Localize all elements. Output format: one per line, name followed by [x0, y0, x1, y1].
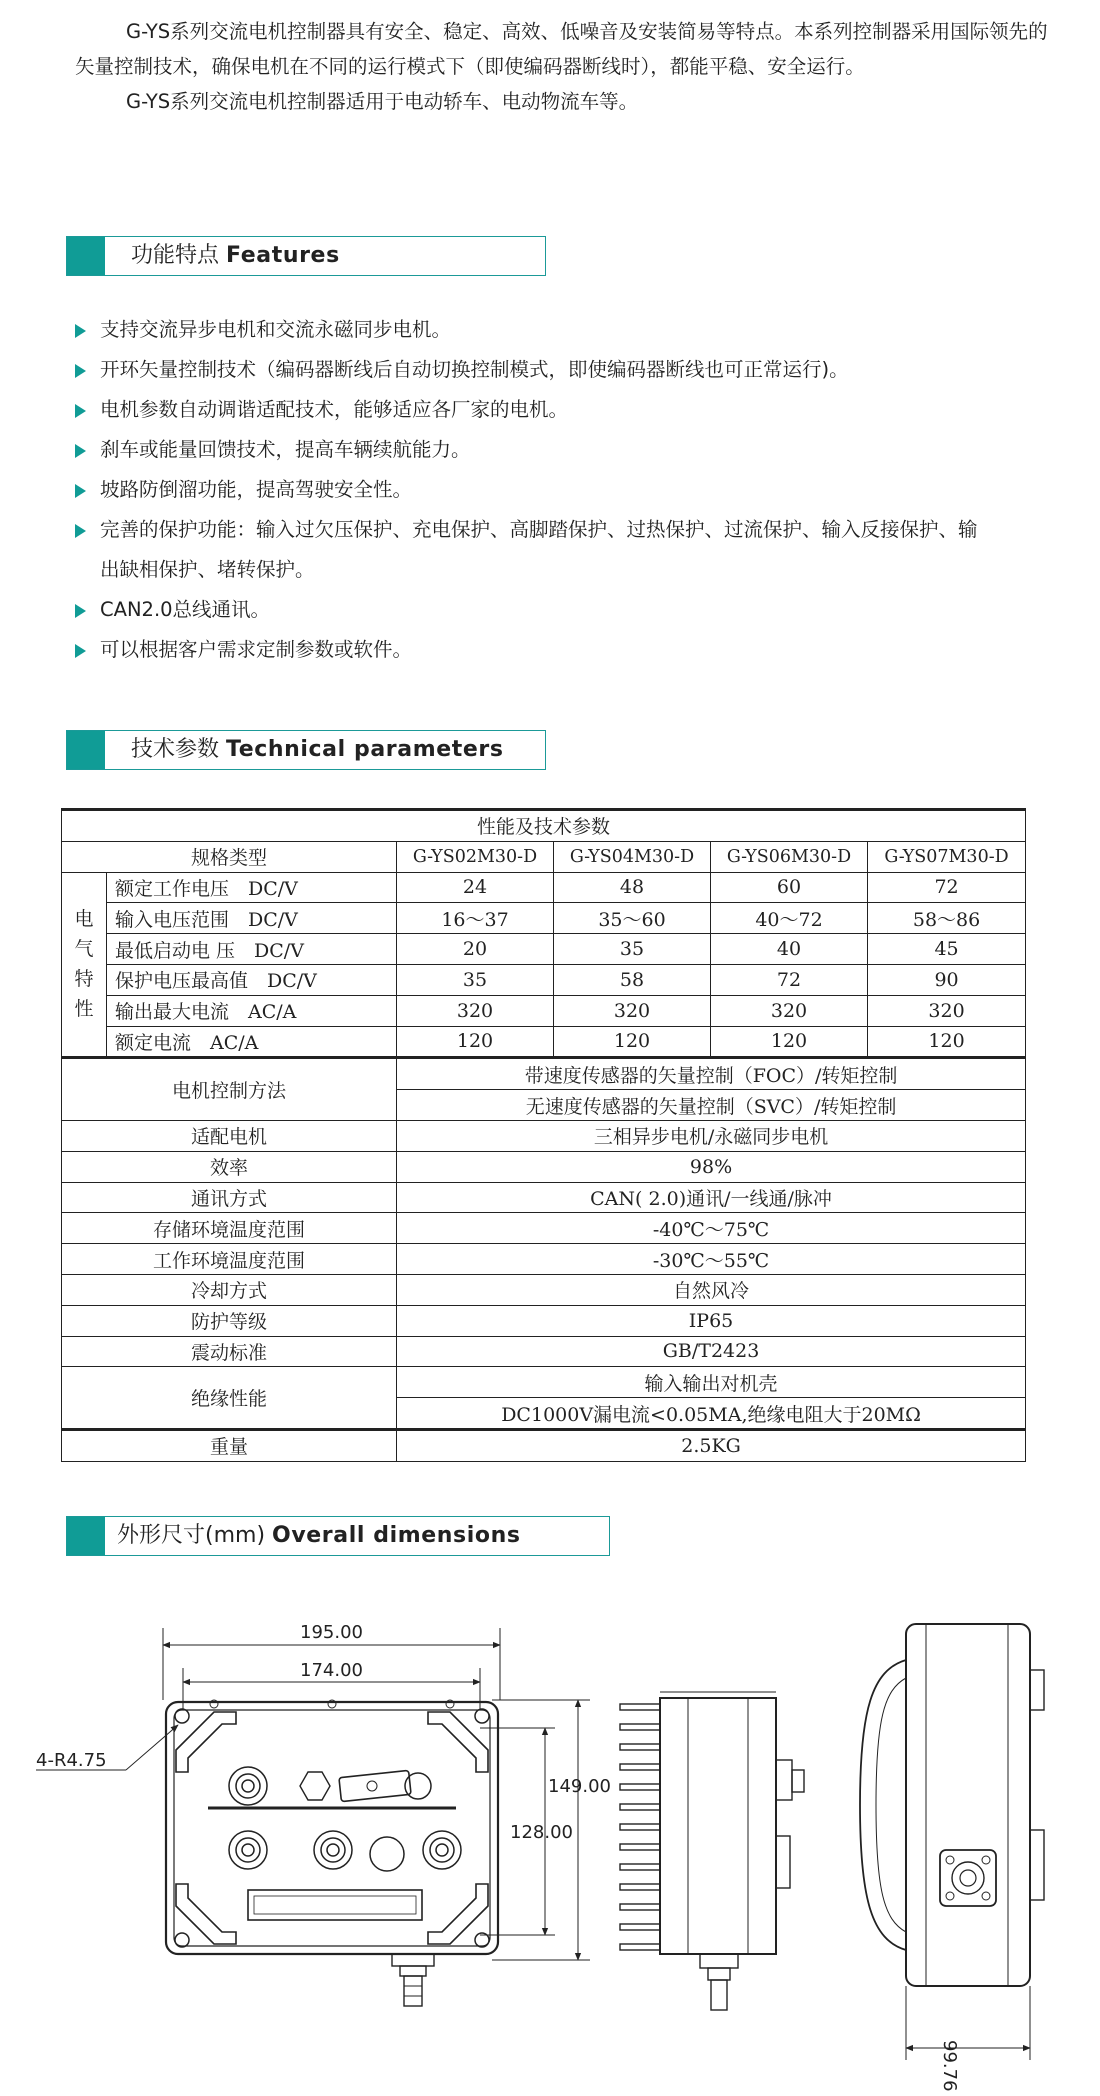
cooling-fins [620, 1704, 660, 1950]
cable-gland [404, 1976, 422, 2006]
param-value: 48 [554, 872, 711, 903]
param-value: 120 [554, 1026, 711, 1058]
feature-item: 完善的保护功能：输入过欠压保护、充电保护、高脚踏保护、过热保护、过流保护、输入反接保护、输出缺相保护、堵转保护。 [72, 510, 980, 590]
header-accent-block [67, 1517, 105, 1555]
param-value: 45 [868, 934, 1026, 965]
features-header-cn: 功能特点 [131, 243, 220, 268]
table-row [62, 1336, 1026, 1367]
control-method-value: 带速度传感器的矢量控制（FOC）/转矩控制 [397, 1058, 1026, 1090]
width-outer-label: 195.00 [300, 1622, 363, 1643]
dims-header-en: Overall dimensions [272, 1523, 521, 1548]
dims-header-title [117, 1517, 521, 1555]
feature-item: CAN2.0总线通讯。 [72, 590, 1052, 630]
end-body [906, 1624, 1030, 1986]
table-row [62, 1367, 1026, 1398]
table-row [62, 1305, 1026, 1336]
feature-item: 支持交流异步电机和交流永磁同步电机。 [72, 310, 1052, 350]
param-value: 三相异步电机/永磁同步电机 [397, 1120, 1026, 1151]
elec-group-label: 电气特性 [62, 872, 107, 1058]
features-header-title [131, 237, 340, 275]
param-value: 90 [868, 964, 1026, 995]
param-value: CAN( 2.0)通讯/一线通/脉冲 [397, 1182, 1026, 1213]
terminal [423, 1831, 461, 1869]
param-label: 工作环境温度范围 [62, 1244, 397, 1275]
param-label: 效率 [62, 1151, 397, 1182]
intro-text [75, 14, 1055, 119]
model-header: G-YS04M30-D [554, 841, 711, 872]
param-value: IP65 [397, 1305, 1026, 1336]
intro-paragraph-1: G-YS系列交流电机控制器具有安全、稳定、高效、低噪音及安装简易等特点。本系列控制器采用国际领先的矢量控制技术，确保电机在不同的运行模式下（即使编码器断线时），都能平稳、安全运行。 [75, 20, 1048, 78]
table-row [62, 1182, 1026, 1213]
intro-paragraph-2: G-YS系列交流电机控制器适用于电动轿车、电动物流车等。 [126, 90, 639, 113]
param-value: 98% [397, 1151, 1026, 1182]
plug [370, 1837, 404, 1871]
dims-header-cn: 外形尺寸(mm) [117, 1523, 266, 1548]
param-label: 输出最大电流 AC/A [107, 995, 397, 1026]
triangle-bullet-icon [75, 444, 86, 458]
param-value: 35 [554, 934, 711, 965]
control-method-label: 电机控制方法 [62, 1058, 397, 1121]
param-value: 58 [554, 964, 711, 995]
table-row [62, 1058, 1026, 1090]
weight-value: 2.5KG [397, 1429, 1026, 1461]
dimension-drawing [0, 1600, 1100, 2096]
insulation-label: 绝缘性能 [62, 1367, 397, 1430]
table-row [62, 964, 1026, 995]
side-view [620, 1692, 804, 2010]
weight-label: 重量 [62, 1429, 397, 1461]
table-row [62, 1213, 1026, 1244]
mount-hole [175, 1709, 189, 1723]
param-value: 72 [868, 872, 1026, 903]
params-header [66, 730, 546, 770]
model-header: G-YS02M30-D [397, 841, 554, 872]
param-label: 防护等级 [62, 1305, 397, 1336]
table-row [62, 903, 1026, 934]
table-row [62, 1026, 1026, 1058]
param-label: 存储环境温度范围 [62, 1213, 397, 1244]
param-label: 额定工作电压 DC/V [107, 872, 397, 903]
front-view [36, 1622, 611, 2006]
housing-outline [166, 1702, 498, 1954]
corner-radius-label: 4-R4.75 [36, 1750, 107, 1771]
param-label: 最低启动电 压 DC/V [107, 934, 397, 965]
param-value: -40℃～75℃ [397, 1213, 1026, 1244]
depth-label: 99.76 [939, 2040, 960, 2092]
triangle-bullet-icon [75, 644, 86, 658]
param-value: 自然风冷 [397, 1274, 1026, 1305]
param-label: 适配电机 [62, 1120, 397, 1151]
params-header-en: Technical parameters [226, 737, 504, 762]
param-value: 16～37 [397, 903, 554, 934]
table-row [62, 810, 1026, 842]
param-value: 35 [397, 964, 554, 995]
param-value: 320 [711, 995, 868, 1026]
features-header [66, 236, 546, 276]
terminal [229, 1831, 267, 1869]
terminal [229, 1767, 267, 1805]
feature-item: 开环矢量控制技术（编码器断线后自动切换控制模式，即使编码器断线也可正常运行)。 [72, 350, 1052, 390]
header-accent-block [67, 731, 105, 769]
dims-header [66, 1516, 610, 1556]
spec-label: 规格类型 [62, 841, 397, 872]
features-header-en: Features [226, 243, 340, 268]
triangle-bullet-icon [75, 404, 86, 418]
features-list [72, 310, 1052, 670]
param-value: 60 [711, 872, 868, 903]
feature-item: 刹车或能量回馈技术，提高车辆续航能力。 [72, 430, 1052, 470]
feature-item: 可以根据客户需求定制参数或软件。 [72, 630, 1052, 670]
header-accent-block [67, 237, 105, 275]
param-label: 额定电流 AC/A [107, 1026, 397, 1058]
table-row [62, 1429, 1026, 1461]
param-value: GB/T2423 [397, 1336, 1026, 1367]
model-header: G-YS07M30-D [868, 841, 1026, 872]
param-value: 320 [868, 995, 1026, 1026]
triangle-bullet-icon [75, 604, 86, 618]
param-value: 20 [397, 934, 554, 965]
param-value: 24 [397, 872, 554, 903]
insulation-value: DC1000V漏电流<0.05MA,绝缘电阻大于20MΩ [397, 1398, 1026, 1430]
param-value: 320 [397, 995, 554, 1026]
table-row [62, 1244, 1026, 1275]
table-row [62, 1151, 1026, 1182]
width-inner-label: 174.00 [300, 1660, 363, 1681]
triangle-bullet-icon [75, 364, 86, 378]
param-label: 保护电压最高值 DC/V [107, 964, 397, 995]
parameters-table [61, 808, 1026, 1462]
param-value: 120 [868, 1026, 1026, 1058]
model-header: G-YS06M30-D [711, 841, 868, 872]
height-outer-label: 149.00 [548, 1776, 611, 1797]
table-row [62, 995, 1026, 1026]
param-label: 通讯方式 [62, 1182, 397, 1213]
fuse-strap [339, 1770, 411, 1801]
height-inner-label: 128.00 [510, 1822, 573, 1843]
param-value: 120 [397, 1026, 554, 1058]
mount-hole [475, 1709, 489, 1723]
param-label: 输入电压范围 DC/V [107, 903, 397, 934]
param-value: 35～60 [554, 903, 711, 934]
param-value: 120 [711, 1026, 868, 1058]
param-value: 40 [711, 934, 868, 965]
terminal [314, 1831, 352, 1869]
control-method-value: 无速度传感器的矢量控制（SVC）/转矩控制 [397, 1090, 1026, 1121]
params-header-title [131, 731, 504, 769]
param-value: -30℃～55℃ [397, 1244, 1026, 1275]
table-row [62, 841, 1026, 872]
triangle-bullet-icon [75, 484, 86, 498]
param-value: 58～86 [868, 903, 1026, 934]
mount-hole [175, 1933, 189, 1947]
table-title: 性能及技术参数 [62, 810, 1026, 842]
end-view [860, 1624, 1044, 2092]
feature-item: 电机参数自动调谐适配技术，能够适应各厂家的电机。 [72, 390, 1052, 430]
label-plate [248, 1890, 422, 1920]
param-value: 72 [711, 964, 868, 995]
param-label: 冷却方式 [62, 1274, 397, 1305]
drawing-svg [0, 1600, 1100, 2096]
feature-item: 坡路防倒溜功能，提高驾驶安全性。 [72, 470, 1052, 510]
param-value: 320 [554, 995, 711, 1026]
triangle-bullet-icon [75, 524, 86, 538]
table-row [62, 1120, 1026, 1151]
param-label: 震动标准 [62, 1336, 397, 1367]
table-row [62, 1274, 1026, 1305]
side-body [660, 1698, 776, 1954]
params-header-cn: 技术参数 [131, 737, 220, 762]
table-row [62, 934, 1026, 965]
param-value: 40～72 [711, 903, 868, 934]
table-row [62, 872, 1026, 903]
connector-face [940, 1850, 996, 1906]
triangle-bullet-icon [75, 324, 86, 338]
insulation-value: 输入输出对机壳 [397, 1367, 1026, 1398]
